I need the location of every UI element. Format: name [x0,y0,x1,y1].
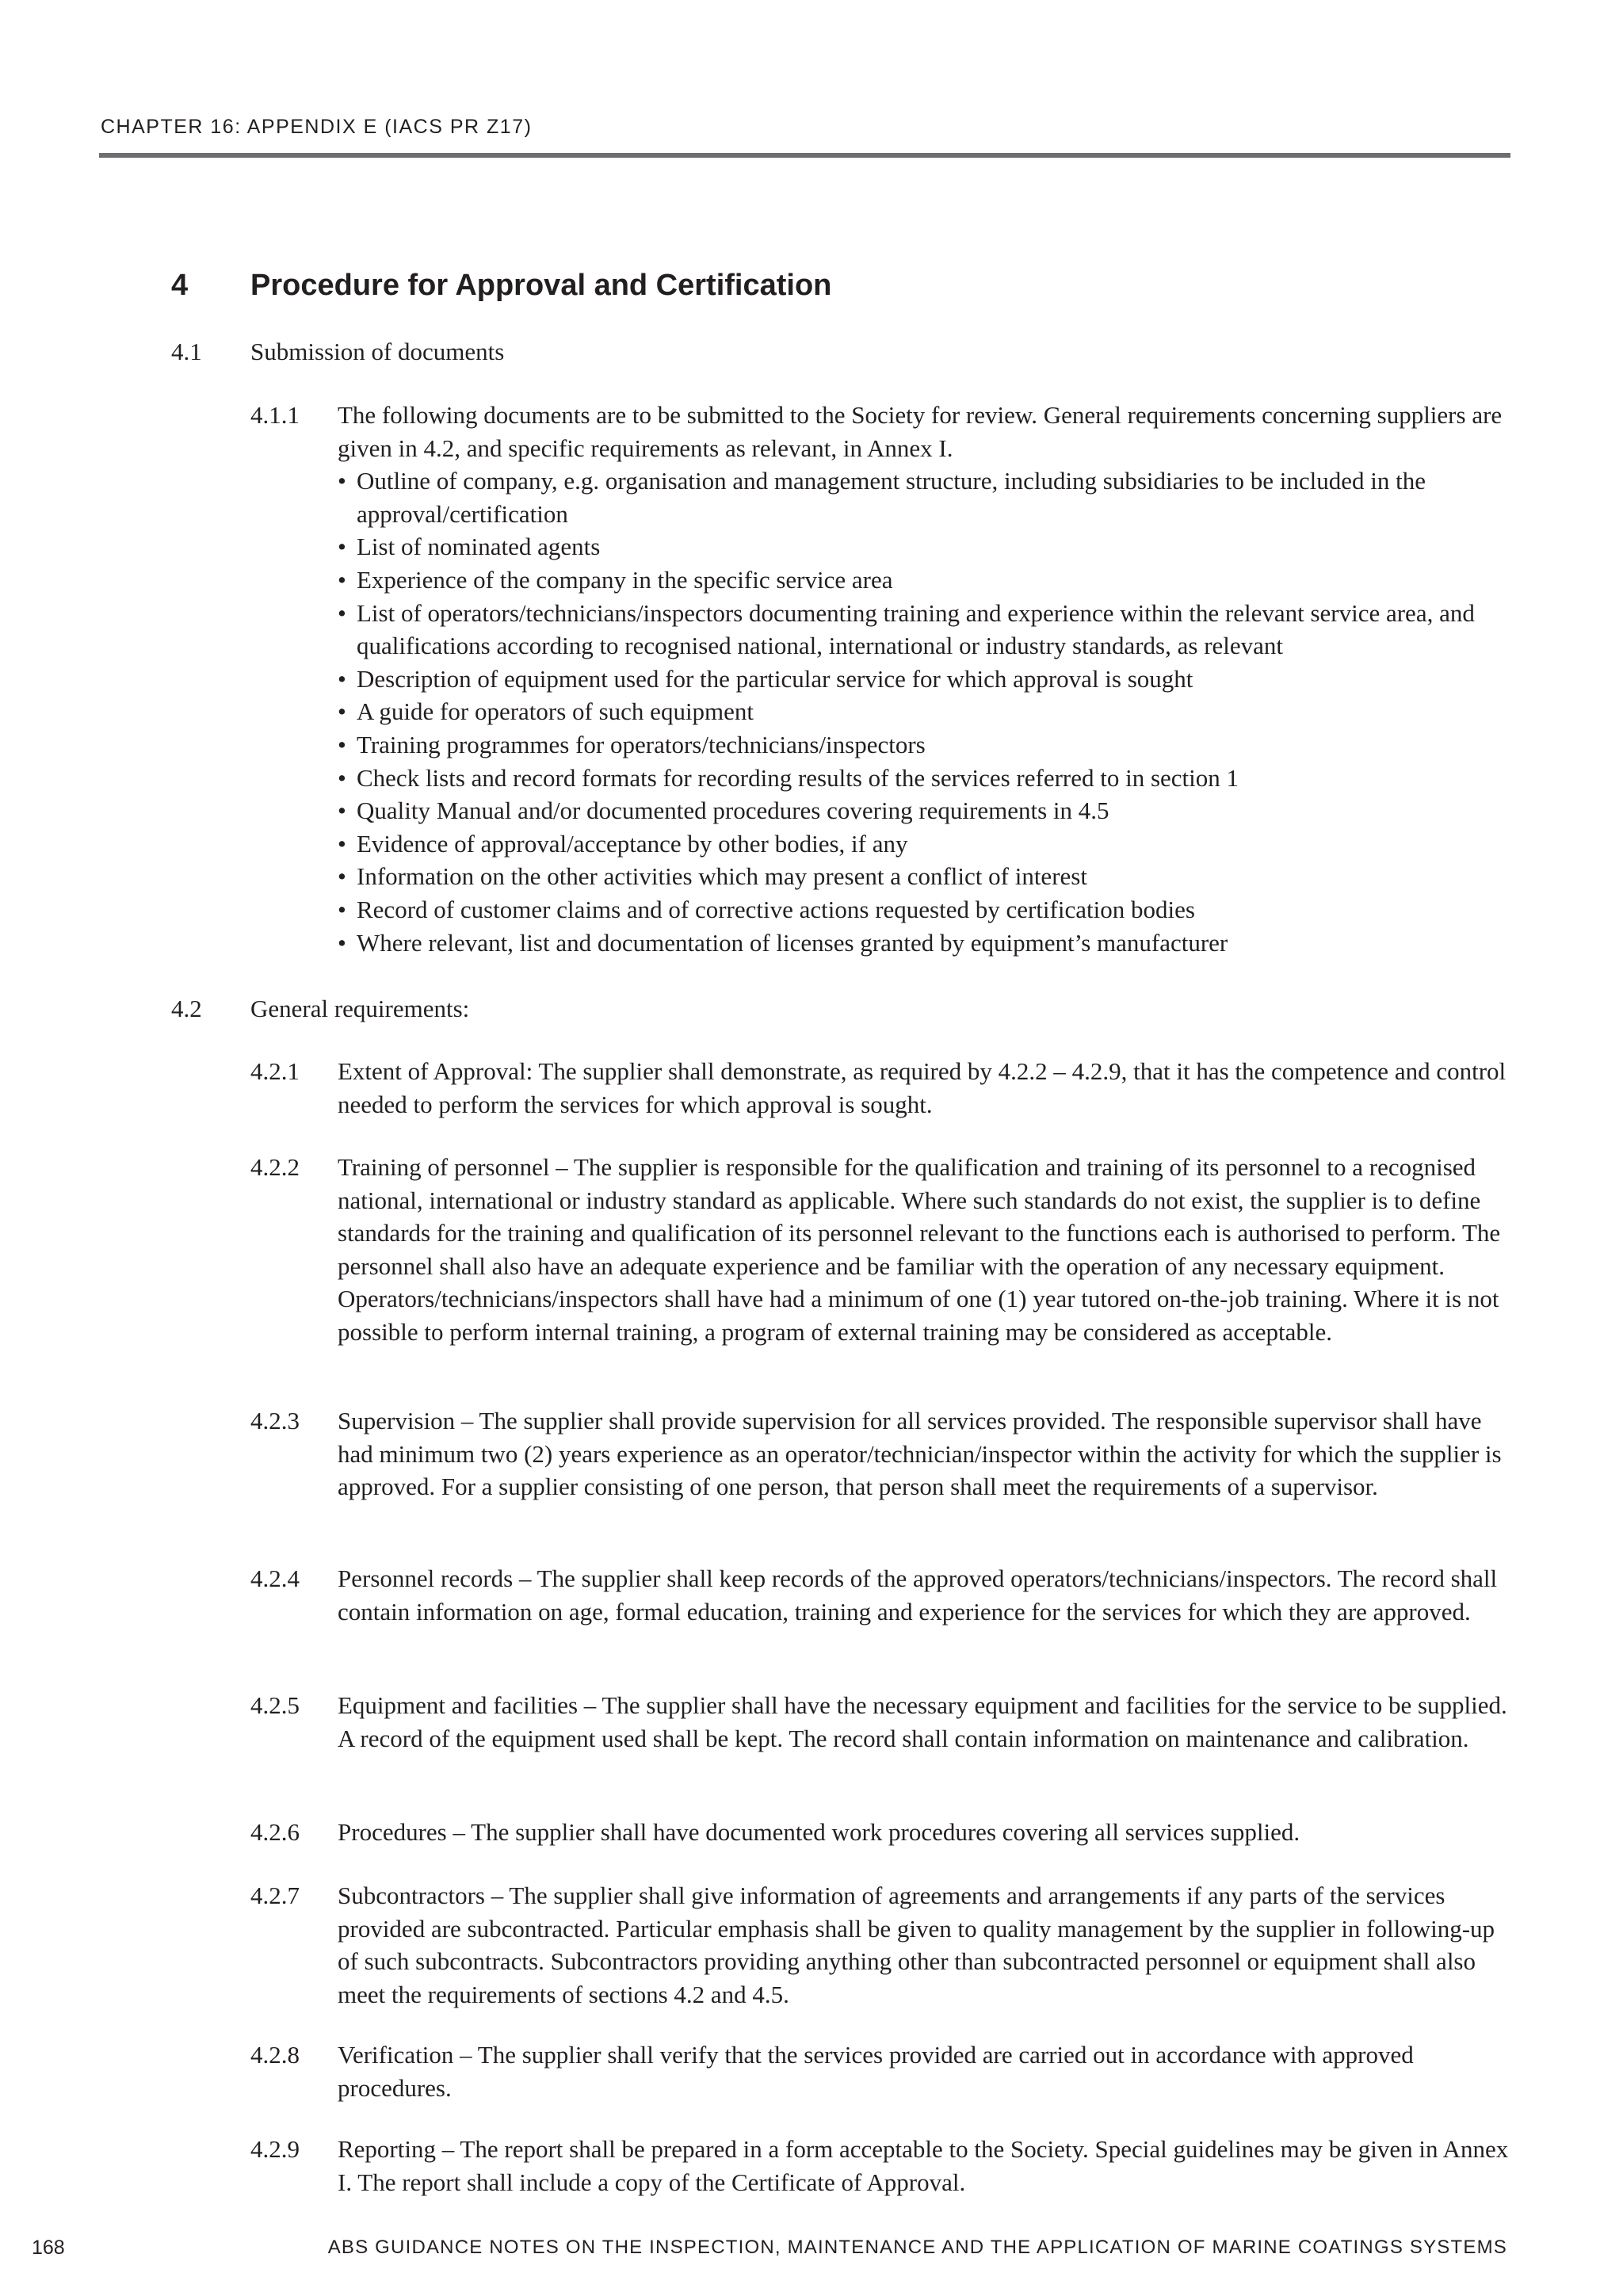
clause-number: 4.2.6 [250,1818,300,1846]
clause-text: The following documents are to be submitted to the Society for review. General requirements concerning suppliers are given in 4.2, and specific requirements as relevant, in Annex I. [338,401,1503,462]
clause-text: Subcontractors – The supplier shall give information of agreements and arrangements if any parts of the services provided are subcontracted. Particular emphasis shall be given to quality management by the supplier in following-up of such subcontracts. Subcontractors providing anything other than subcontracted personnel or equipment shall also meet the requirements of sections 4.2 and 4.5. [338,1881,1495,2008]
subsection-title: Submission of documents [250,338,505,365]
clause-4-2-4 [250,1562,1510,1628]
list-item: • Quality Manual and/or documented procedures covering requirements in 4.5 [338,797,1109,825]
list-item-text: Evidence of approval/acceptance by other bodies, if any [357,829,908,858]
clause-text: Verification – The supplier shall verify that the services provided are carried out in accordance with approved procedures. [338,2041,1414,2102]
list-item: • A guide for operators of such equipment [338,697,754,726]
list-item: • Description of equipment used for the particular service for which approval is sought [338,664,1193,693]
page-number: 168 [32,2237,65,2259]
list-item: • Outline of company, e.g. organisation and management structure, including subsidiaries to be included in the approval/certification [338,467,1426,528]
section-title: Procedure for Approval and Certification [250,269,832,302]
header-rule [99,153,1510,158]
clause-4-2-7 [250,1879,1510,2011]
list-item-text: Training programmes for operators/technicians/inspectors [357,730,926,758]
list-item-text: Where relevant, list and documentation of licenses granted by equipment’s manufacturer [357,928,1228,957]
clause-number: 4.2.1 [250,1057,300,1085]
list-item: • Experience of the company in the specific service area [338,565,893,594]
clause-number: 4.2.9 [250,2135,300,2163]
clause-text: Procedures – The supplier shall have documented work procedures covering all services supplied. [338,1818,1300,1846]
list-item-text: Experience of the company in the specific service area [357,565,893,594]
list-item: • Information on the other activities which may present a conflict of interest [338,862,1087,891]
subsection-number: 4.1 [171,338,202,365]
clause-text: Personnel records – The supplier shall keep records of the approved operators/technicians/inspectors. The record shall contain information on age, formal education, training and experience for the services for which they are approved. [338,1564,1498,1626]
subsection-title: General requirements: [250,995,470,1022]
clause-number: 4.2.5 [250,1691,300,1719]
list-item-text: Check lists and record formats for recording results of the services referred to in section 1 [357,763,1239,792]
list-item: • Record of customer claims and of corrective actions requested by certification bodies [338,895,1195,923]
list-item: • Where relevant, list and documentation of licenses granted by equipment’s manufacturer [338,928,1228,957]
clause-text: Reporting – The report shall be prepared in a form acceptable to the Society. Special guidelines may be given in Annex I. The report shall include a copy of the Certificate of Approval. [338,2135,1509,2196]
list-item-text: List of operators/technicians/inspectors documenting training and experience within the relevant service area, and qualifications according to recognised national, international or industry standards, as relevant [357,598,1475,660]
list-item-text: A guide for operators of such equipment [357,697,754,726]
list-item-text: Description of equipment used for the particular service for which approval is sought [357,664,1193,693]
subsection-number: 4.2 [171,995,202,1022]
clause-number: 4.2.8 [250,2041,300,2069]
clause-text: Extent of Approval: The supplier shall demonstrate, as required by 4.2.2 – 4.2.9, that it has the competence and control needed to perform the services for which approval is sought. [338,1057,1507,1118]
clause-4-2-9 [250,2133,1510,2199]
section-number: 4 [171,269,189,302]
clause-4-1-1 [250,399,1510,959]
publication-title: ABS GUIDANCE NOTES ON THE INSPECTION, MAINTENANCE AND THE APPLICATION OF MARINE COATINGS SYSTEMS [327,2237,1507,2258]
document-list [338,464,1510,959]
clause-4-2-6 [250,1816,1510,1849]
clause-text: Supervision – The supplier shall provide supervision for all services provided. The responsible supervisor shall have had minimum two (2) years experience as an operator/technician/inspector within the activity for which the supplier is approved. For a supplier consisting of one person, that person shall meet the requirements of a supervisor. [338,1407,1502,1501]
running-header: CHAPTER 16: APPENDIX E (IACS PR Z17) [101,116,533,138]
list-item-text: Record of customer claims and of corrective actions requested by certification bodies [357,895,1195,923]
list-item-text: Outline of company, e.g. organisation and management structure, including subsidiaries to be included in the approval/certification [357,467,1426,528]
clause-number: 4.2.4 [250,1564,300,1592]
list-item: • Evidence of approval/acceptance by other bodies, if any [338,829,908,858]
list-item: • List of operators/technicians/inspectors documenting training and experience within the relevant service area, and qualifications according to recognised national, international or industry standards, as relevant [338,598,1475,660]
list-item: • Check lists and record formats for recording results of the services referred to in section 1 [338,763,1239,792]
clause-4-2-5 [250,1689,1510,1755]
clause-text: Training of personnel – The supplier is responsible for the qualification and training of its personnel to a recognised national, international or industry standard as applicable. Where such standards do not exist, the supplier is to define standards for the training and qualification of its personnel relevant to the functions each is authorised to perform. The personnel shall also have an adequate experience and be familiar with the operation of any necessary equipment. Operators/technicians/inspectors shall have had a minimum of one (1) year tutored on-the-job training. Where it is not possible to perform internal training, a program of external training may be considered as acceptable. [338,1153,1501,1346]
list-item: • Training programmes for operators/technicians/inspectors [338,730,926,758]
clause-4-2-8 [250,2038,1510,2104]
clause-4-2-3 [250,1404,1510,1503]
clause-4-2-2 [250,1151,1510,1349]
clause-number: 4.1.1 [250,401,300,429]
list-item: • List of nominated agents [338,533,601,561]
list-item-text: Quality Manual and/or documented procedures covering requirements in 4.5 [357,797,1109,825]
clause-number: 4.2.2 [250,1153,300,1181]
clause-number: 4.2.7 [250,1881,300,1909]
clause-4-2-1 [250,1055,1510,1121]
clause-number: 4.2.3 [250,1407,300,1435]
list-item-text: List of nominated agents [357,533,601,561]
clause-text: Equipment and facilities – The supplier shall have the necessary equipment and facilities for the service to be supplied. A record of the equipment used shall be kept. The record shall contain information on maintenance and calibration. [338,1691,1507,1752]
list-item-text: Information on the other activities which may present a conflict of interest [357,862,1087,891]
